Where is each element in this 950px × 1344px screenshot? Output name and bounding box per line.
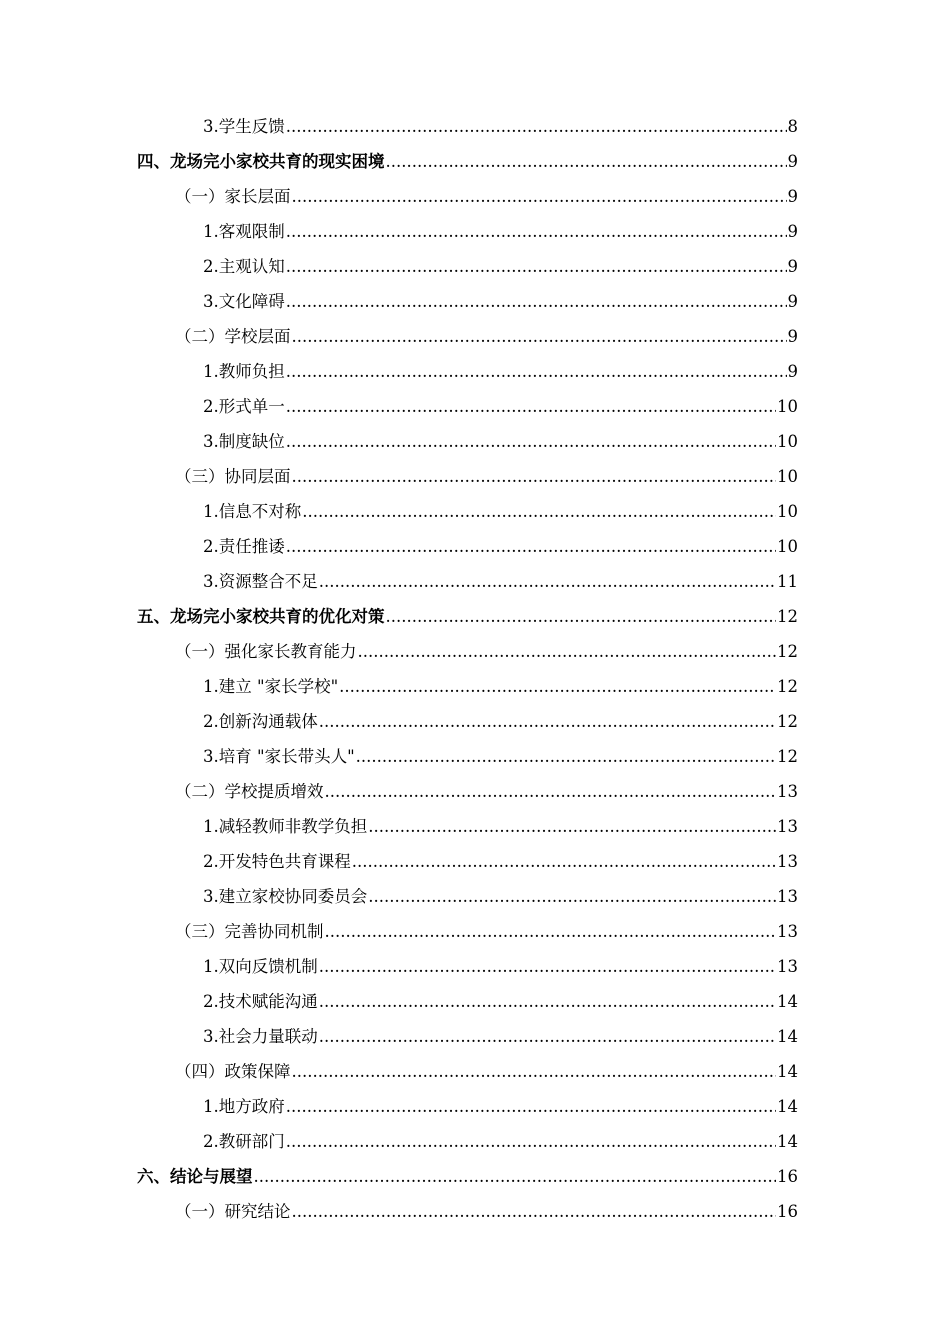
toc-entry-title: 2.主观认知: [203, 257, 285, 276]
toc-entry[interactable]: [0, 284, 950, 319]
toc-entry[interactable]: [0, 354, 950, 389]
toc-entry-title: 3.培育 "家长带头人": [203, 747, 355, 766]
toc-entry[interactable]: [0, 844, 950, 879]
toc-entry-title: 2.形式单一: [203, 397, 285, 416]
toc-entry-page-number: 16: [777, 1167, 798, 1186]
toc-entry-page-number: 9: [787, 152, 798, 171]
toc-entry[interactable]: [0, 459, 950, 494]
toc-entry-page-number: 9: [787, 222, 798, 241]
toc-entry-title: （二）学校层面: [175, 327, 291, 346]
toc-entry[interactable]: [0, 109, 950, 144]
toc-entry[interactable]: [0, 879, 950, 914]
toc-entry-title: 2.创新沟通载体: [203, 712, 318, 731]
toc-entry-title: 3.社会力量联动: [203, 1027, 318, 1046]
toc-entry[interactable]: [0, 1019, 950, 1054]
toc-dot-leader: [319, 564, 776, 599]
toc-entry-title: 1.客观限制: [203, 222, 285, 241]
toc-dot-leader: [339, 669, 776, 704]
toc-entry-title: （三）完善协同机制: [175, 922, 324, 941]
toc-dot-leader: [286, 1124, 776, 1159]
toc-dot-leader: [286, 529, 776, 564]
toc-entry[interactable]: [0, 1124, 950, 1159]
toc-dot-leader: [286, 389, 776, 424]
toc-entry-title: 2.责任推诿: [203, 537, 285, 556]
toc-dot-leader: [319, 984, 776, 1019]
toc-dot-leader: [356, 739, 776, 774]
toc-entry-page-number: 12: [777, 642, 798, 661]
toc-dot-leader: [292, 459, 777, 494]
toc-entry[interactable]: [0, 1054, 950, 1089]
toc-dot-leader: [292, 319, 787, 354]
toc-dot-leader: [368, 879, 776, 914]
toc-entry-title: 3.建立家校协同委员会: [203, 887, 368, 906]
toc-entry-title: （一）家长层面: [175, 187, 291, 206]
toc-dot-leader: [319, 1019, 776, 1054]
toc-entry-title: 3.文化障碍: [203, 292, 285, 311]
toc-entry[interactable]: [0, 1194, 950, 1229]
toc-entry-page-number: 9: [787, 187, 798, 206]
toc-dot-leader: [254, 1159, 777, 1194]
toc-entry[interactable]: [0, 214, 950, 249]
toc-dot-leader: [319, 704, 776, 739]
toc-entry[interactable]: [0, 949, 950, 984]
toc-entry[interactable]: [0, 984, 950, 1019]
toc-dot-leader: [386, 599, 777, 634]
toc-entry[interactable]: [0, 669, 950, 704]
toc-entry[interactable]: [0, 774, 950, 809]
toc-entry-title: （四）政策保障: [175, 1062, 291, 1081]
toc-entry-page-number: 14: [777, 1027, 798, 1046]
toc-entry-title: 3.资源整合不足: [203, 572, 318, 591]
toc-dot-leader: [286, 424, 776, 459]
toc-entry-title: （三）协同层面: [175, 467, 291, 486]
toc-dot-leader: [352, 844, 776, 879]
toc-dot-leader: [286, 1089, 776, 1124]
toc-entry-title: 1.减轻教师非教学负担: [203, 817, 368, 836]
toc-entry-title: 四、龙场完小家校共育的现实困境: [137, 152, 385, 171]
toc-entry[interactable]: [0, 599, 950, 634]
toc-dot-leader: [286, 284, 787, 319]
toc-dot-leader: [302, 494, 776, 529]
toc-entry-page-number: 12: [777, 747, 798, 766]
toc-entry-title: 1.教师负担: [203, 362, 285, 381]
toc-dot-leader: [286, 354, 787, 389]
toc-entry[interactable]: [0, 529, 950, 564]
toc-entry-title: 2.教研部门: [203, 1132, 285, 1151]
toc-entry-title: 1.双向反馈机制: [203, 957, 318, 976]
toc-entry-page-number: 14: [777, 1062, 798, 1081]
toc-dot-leader: [286, 214, 787, 249]
toc-entry[interactable]: [0, 144, 950, 179]
toc-entry[interactable]: [0, 809, 950, 844]
toc-entry[interactable]: [0, 564, 950, 599]
toc-dot-leader: [368, 809, 776, 844]
toc-entry-page-number: 11: [777, 572, 798, 591]
toc-entry-title: 3.制度缺位: [203, 432, 285, 451]
toc-entry-page-number: 10: [777, 432, 798, 451]
toc-entry-title: 2.技术赋能沟通: [203, 992, 318, 1011]
toc-dot-leader: [286, 109, 787, 144]
toc-entry-title: 3.学生反馈: [203, 117, 285, 136]
toc-entry-page-number: 13: [777, 817, 798, 836]
toc-entry-page-number: 12: [777, 712, 798, 731]
toc-dot-leader: [292, 179, 787, 214]
toc-entry-title: （一）强化家长教育能力: [175, 642, 357, 661]
toc-entry-page-number: 12: [777, 607, 798, 626]
table-of-contents: [0, 109, 950, 1229]
toc-entry[interactable]: [0, 494, 950, 529]
toc-entry[interactable]: [0, 249, 950, 284]
toc-entry-page-number: 8: [787, 117, 798, 136]
toc-entry[interactable]: [0, 179, 950, 214]
toc-entry-page-number: 13: [777, 852, 798, 871]
toc-entry-title: 1.地方政府: [203, 1097, 285, 1116]
toc-dot-leader: [386, 144, 787, 179]
toc-entry-page-number: 10: [777, 467, 798, 486]
toc-dot-leader: [325, 774, 777, 809]
toc-entry-page-number: 13: [777, 887, 798, 906]
toc-dot-leader: [358, 634, 777, 669]
toc-dot-leader: [292, 1054, 777, 1089]
toc-entry-page-number: 12: [777, 677, 798, 696]
toc-entry[interactable]: [0, 914, 950, 949]
toc-entry[interactable]: [0, 704, 950, 739]
toc-dot-leader: [319, 949, 776, 984]
toc-entry-page-number: 9: [787, 257, 798, 276]
toc-entry-title: 1.建立 "家长学校": [203, 677, 339, 696]
toc-entry-page-number: 13: [777, 782, 798, 801]
toc-dot-leader: [286, 249, 787, 284]
toc-entry-page-number: 13: [777, 922, 798, 941]
toc-entry[interactable]: [0, 424, 950, 459]
toc-entry-title: 2.开发特色共育课程: [203, 852, 351, 871]
toc-entry[interactable]: [0, 739, 950, 774]
toc-entry-page-number: 10: [777, 537, 798, 556]
toc-entry-title: 1.信息不对称: [203, 502, 302, 521]
toc-entry[interactable]: [0, 389, 950, 424]
toc-entry-title: 五、龙场完小家校共育的优化对策: [137, 607, 385, 626]
toc-entry[interactable]: [0, 1089, 950, 1124]
toc-entry-title: 六、结论与展望: [137, 1167, 253, 1186]
toc-entry-page-number: 14: [777, 1097, 798, 1116]
toc-entry-page-number: 9: [787, 362, 798, 381]
toc-entry-page-number: 16: [777, 1202, 798, 1221]
toc-entry-page-number: 9: [787, 292, 798, 311]
toc-entry[interactable]: [0, 1159, 950, 1194]
toc-entry-title: （一）研究结论: [175, 1202, 291, 1221]
toc-dot-leader: [325, 914, 777, 949]
toc-entry-page-number: 13: [777, 957, 798, 976]
toc-entry-page-number: 10: [777, 397, 798, 416]
toc-entry-title: （二）学校提质增效: [175, 782, 324, 801]
toc-entry[interactable]: [0, 319, 950, 354]
toc-entry-page-number: 10: [777, 502, 798, 521]
toc-entry-page-number: 14: [777, 992, 798, 1011]
toc-dot-leader: [292, 1194, 777, 1229]
toc-entry-page-number: 9: [787, 327, 798, 346]
toc-entry-page-number: 14: [777, 1132, 798, 1151]
toc-entry[interactable]: [0, 634, 950, 669]
